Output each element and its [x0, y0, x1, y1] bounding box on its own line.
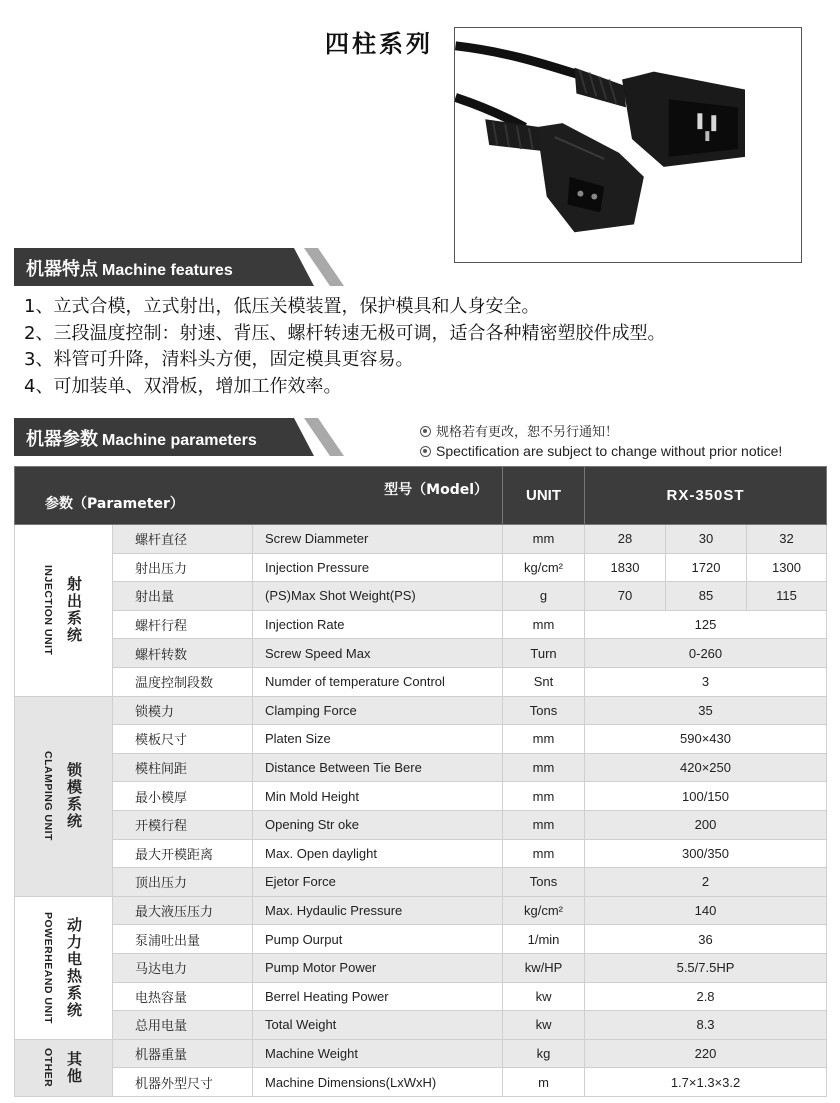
param-name-cn: 最大液压压力	[113, 896, 253, 925]
param-value: 5.5/7.5HP	[585, 953, 827, 982]
param-name-cn: 模板尺寸	[113, 725, 253, 754]
param-value: 70	[585, 582, 666, 611]
param-unit: Snt	[503, 667, 585, 696]
param-value: 140	[585, 896, 827, 925]
table-row	[15, 868, 827, 897]
param-unit: kg	[503, 1039, 585, 1068]
param-unit: kw/HP	[503, 953, 585, 982]
param-name-en: Distance Between Tie Bere	[253, 753, 503, 782]
param-name-en: Clamping Force	[253, 696, 503, 725]
group-label-cell	[15, 696, 113, 896]
param-name-en: (PS)Max Shot Weight(PS)	[253, 582, 503, 611]
header-unit-label: UNIT	[503, 467, 585, 525]
param-name-en: Opening Str oke	[253, 810, 503, 839]
param-name-en: Total Weight	[253, 1011, 503, 1040]
group-label-cn: 射出系统	[65, 576, 83, 645]
param-name-cn: 马达电力	[113, 953, 253, 982]
param-name-cn: 泵浦吐出量	[113, 925, 253, 954]
header-model-label: 型号（Model）	[384, 482, 489, 498]
param-value: 36	[585, 925, 827, 954]
param-value: 100/150	[585, 782, 827, 811]
param-name-cn: 机器外型尺寸	[113, 1068, 253, 1097]
group-label-cell	[15, 896, 113, 1039]
features-list	[24, 294, 665, 400]
param-value: 1720	[666, 553, 747, 582]
param-name-en: Injection Pressure	[253, 553, 503, 582]
param-name-cn: 总用电量	[113, 1011, 253, 1040]
param-name-cn: 开模行程	[113, 810, 253, 839]
power-cord-image	[455, 28, 801, 262]
param-name-en: Max. Hydaulic Pressure	[253, 896, 503, 925]
param-name-cn: 射出压力	[113, 553, 253, 582]
param-name-cn: 螺杆转数	[113, 639, 253, 668]
param-unit: kg/cm²	[503, 553, 585, 582]
table-row	[15, 782, 827, 811]
table-row	[15, 639, 827, 668]
table-row	[15, 1068, 827, 1097]
param-value: 1.7×1.3×3.2	[585, 1068, 827, 1097]
page-title: 四柱系列	[325, 30, 433, 58]
param-unit: mm	[503, 753, 585, 782]
table-row	[15, 610, 827, 639]
param-name-en: Berrel Heating Power	[253, 982, 503, 1011]
param-name-en: Platen Size	[253, 725, 503, 754]
group-label-en: CLAMPING UNIT	[42, 751, 54, 842]
param-unit: Tons	[503, 868, 585, 897]
table-row	[15, 667, 827, 696]
table-row	[15, 839, 827, 868]
header-model-value: RX-350ST	[585, 467, 827, 525]
param-value: 3	[585, 667, 827, 696]
params-heading-cn: 机器参数	[26, 429, 98, 450]
spec-notice	[420, 423, 782, 462]
param-name-en: Ejetor Force	[253, 868, 503, 897]
param-name-en: Injection Rate	[253, 610, 503, 639]
param-value: 0-260	[585, 639, 827, 668]
param-name-cn: 锁模力	[113, 696, 253, 725]
group-label-en: OTHER	[42, 1048, 54, 1088]
param-value: 32	[747, 525, 827, 554]
param-value: 1830	[585, 553, 666, 582]
param-unit: Turn	[503, 639, 585, 668]
notice-cn: 规格若有更改，恕不另行通知！	[436, 425, 619, 440]
param-value: 85	[666, 582, 747, 611]
param-value: 420×250	[585, 753, 827, 782]
param-unit: m	[503, 1068, 585, 1097]
feature-item: 3、料管可升降，清料头方便，固定模具更容易。	[24, 349, 414, 370]
group-label-cn: 锁模系统	[65, 762, 83, 831]
param-name-cn: 螺杆直径	[113, 525, 253, 554]
table-header-row	[15, 467, 827, 525]
features-banner	[14, 248, 344, 286]
param-value: 300/350	[585, 839, 827, 868]
param-unit: mm	[503, 810, 585, 839]
param-unit: mm	[503, 839, 585, 868]
group-label-en: INJECTION UNIT	[42, 565, 54, 656]
feature-item: 2、三段温度控制：射速、背压、螺杆转速无极可调，适合各种精密塑胶件成型。	[24, 322, 666, 344]
param-value: 30	[666, 525, 747, 554]
param-unit: mm	[503, 525, 585, 554]
param-value: 590×430	[585, 725, 827, 754]
param-value: 35	[585, 696, 827, 725]
table-row	[15, 1011, 827, 1040]
features-heading-en: Machine features	[102, 262, 233, 279]
param-name-en: Numder of temperature Control	[253, 667, 503, 696]
table-row	[15, 953, 827, 982]
param-value: 28	[585, 525, 666, 554]
param-unit: Tons	[503, 696, 585, 725]
param-name-en: Pump Motor Power	[253, 953, 503, 982]
table-row	[15, 582, 827, 611]
param-name-cn: 模柱间距	[113, 753, 253, 782]
table-row	[15, 553, 827, 582]
group-label-cn: 动力电热系统	[65, 916, 83, 1019]
param-unit: kg/cm²	[503, 896, 585, 925]
param-value: 2	[585, 868, 827, 897]
param-name-cn: 顶出压力	[113, 868, 253, 897]
param-name-cn: 电热容量	[113, 982, 253, 1011]
group-label-cell	[15, 1039, 113, 1096]
param-name-cn: 最大开模距离	[113, 839, 253, 868]
group-label-en: POWERHEAND UNIT	[42, 911, 54, 1024]
table-row	[15, 725, 827, 754]
param-unit: mm	[503, 782, 585, 811]
notice-en: Spectification are subject to change without prior notice!	[436, 443, 783, 459]
param-name-en: Pump Ourput	[253, 925, 503, 954]
param-name-en: Screw Speed Max	[253, 639, 503, 668]
param-value: 2.8	[585, 982, 827, 1011]
param-value: 200	[585, 810, 827, 839]
param-name-en: Machine Weight	[253, 1039, 503, 1068]
param-unit: mm	[503, 725, 585, 754]
params-banner	[14, 418, 344, 456]
group-label-cn: 其他	[65, 1050, 83, 1085]
feature-item: 1、立式合模，立式射出，低压关模装置，保护模具和人身安全。	[24, 296, 540, 317]
param-value: 115	[747, 582, 827, 611]
table-row	[15, 1039, 827, 1068]
param-unit: mm	[503, 610, 585, 639]
header-param-label: 参数（Parameter）	[45, 496, 184, 512]
param-value: 8.3	[585, 1011, 827, 1040]
param-name-en: Min Mold Height	[253, 782, 503, 811]
table-row	[15, 696, 827, 725]
param-name-en: Machine Dimensions(LxWxH)	[253, 1068, 503, 1097]
product-photo	[454, 27, 802, 263]
param-name-cn: 射出量	[113, 582, 253, 611]
table-row	[15, 753, 827, 782]
param-name-en: Max. Open daylight	[253, 839, 503, 868]
param-unit: kw	[503, 982, 585, 1011]
table-row	[15, 925, 827, 954]
param-unit: g	[503, 582, 585, 611]
notice-bullet-icon	[420, 446, 431, 457]
features-heading-cn: 机器特点	[26, 259, 98, 280]
param-name-cn: 机器重量	[113, 1039, 253, 1068]
param-unit: kw	[503, 1011, 585, 1040]
header-param-cell	[15, 467, 503, 525]
param-name-en: Screw Diammeter	[253, 525, 503, 554]
param-name-cn: 温度控制段数	[113, 667, 253, 696]
param-name-cn: 最小模厚	[113, 782, 253, 811]
feature-item: 4、可加装单、双滑板，增加工作效率。	[24, 375, 342, 397]
table-row	[15, 810, 827, 839]
table-row	[15, 982, 827, 1011]
params-heading-en: Machine parameters	[102, 432, 257, 449]
param-value: 125	[585, 610, 827, 639]
table-row	[15, 896, 827, 925]
notice-bullet-icon	[420, 426, 431, 437]
spec-table	[14, 466, 827, 1097]
param-unit: 1/min	[503, 925, 585, 954]
param-value: 220	[585, 1039, 827, 1068]
table-row	[15, 525, 827, 554]
param-value: 1300	[747, 553, 827, 582]
param-name-cn: 螺杆行程	[113, 610, 253, 639]
group-label-cell	[15, 525, 113, 697]
